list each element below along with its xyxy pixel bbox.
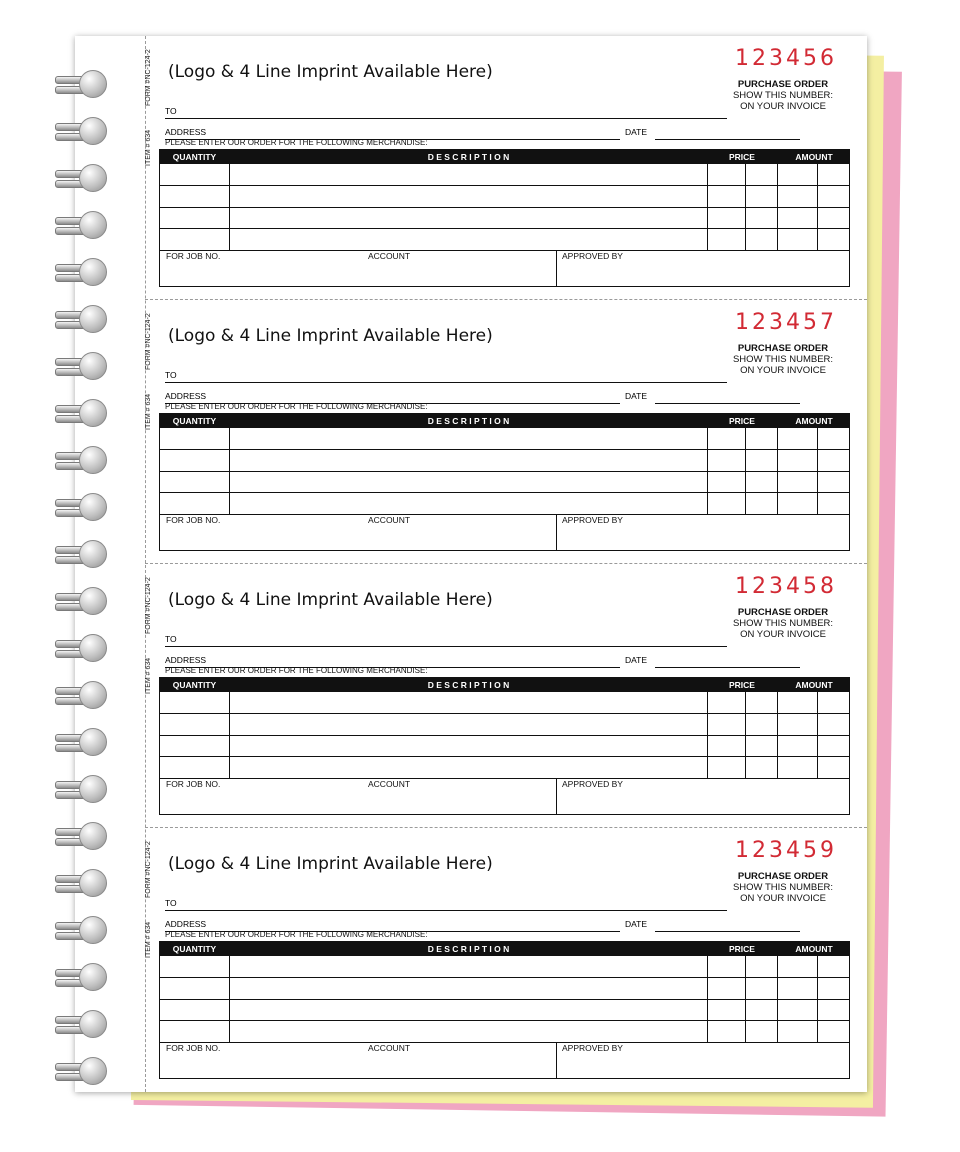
- purchase-order-form: [75, 828, 867, 1092]
- amount-header: AMOUNT: [795, 416, 833, 426]
- footer-divider: [556, 779, 557, 815]
- description-header: D E S C R I P T I O N: [427, 944, 510, 954]
- col-divider: [777, 942, 778, 1043]
- date-line: [655, 139, 800, 140]
- description-header: D E S C R I P T I O N: [427, 416, 510, 426]
- date-label: DATE: [625, 655, 648, 665]
- date-field[interactable]: [625, 391, 800, 403]
- amount-header: AMOUNT: [795, 152, 833, 162]
- row-divider: [160, 977, 849, 978]
- merchandise-table: [159, 149, 850, 287]
- imprint-area: (Logo & 4 Line Imprint Available Here): [168, 590, 493, 610]
- to-label: TO: [165, 106, 177, 116]
- po-instructions: [723, 79, 843, 112]
- row-divider: [160, 228, 849, 229]
- description-header: D E S C R I P T I O N: [427, 152, 510, 162]
- row-divider: [160, 756, 849, 757]
- form-code: FORM #NC-124-2: [145, 49, 152, 106]
- col-divider: [777, 678, 778, 779]
- account-label: ACCOUNT: [368, 779, 411, 789]
- imprint-area: (Logo & 4 Line Imprint Available Here): [168, 326, 493, 346]
- col-divider: [777, 150, 778, 251]
- to-field[interactable]: [165, 106, 727, 119]
- footer-divider: [556, 1043, 557, 1079]
- to-field[interactable]: [165, 370, 727, 383]
- po-number: 123459: [735, 838, 837, 863]
- purchase-order-label: PURCHASE ORDER: [737, 871, 829, 882]
- account-label: ACCOUNT: [368, 1043, 411, 1053]
- show-number-label: SHOW THIS NUMBER:: [732, 354, 834, 365]
- invoice-label: ON YOUR INVOICE: [740, 101, 826, 112]
- po-number: 123458: [735, 574, 837, 599]
- date-line: [655, 667, 800, 668]
- col-divider: [707, 678, 708, 779]
- table-header: [160, 678, 849, 692]
- order-instruction: PLEASE ENTER OUR ORDER FOR THE FOLLOWING MERCHANDISE:: [165, 402, 428, 411]
- address-label: ADDRESS: [165, 391, 207, 401]
- date-label: DATE: [625, 391, 648, 401]
- to-label: TO: [165, 370, 177, 380]
- invoice-label: ON YOUR INVOICE: [740, 629, 826, 640]
- row-divider: [160, 514, 849, 515]
- row-divider: [160, 449, 849, 450]
- show-number-label: SHOW THIS NUMBER:: [732, 882, 834, 893]
- quantity-header: QUANTITY: [172, 680, 217, 690]
- order-instruction: PLEASE ENTER OUR ORDER FOR THE FOLLOWING MERCHANDISE:: [165, 138, 428, 147]
- date-field[interactable]: [625, 127, 800, 139]
- address-label: ADDRESS: [165, 919, 207, 929]
- row-divider: [160, 735, 849, 736]
- job-number-label: FOR JOB NO.: [166, 251, 221, 261]
- col-divider: [229, 150, 230, 251]
- col-divider: [707, 150, 708, 251]
- date-field[interactable]: [625, 655, 800, 667]
- col-divider: [229, 942, 230, 1043]
- amount-header: AMOUNT: [795, 680, 833, 690]
- address-label: ADDRESS: [165, 655, 207, 665]
- purchase-order-label: PURCHASE ORDER: [737, 607, 829, 618]
- item-code: ITEM # 634: [145, 657, 152, 694]
- po-instructions: [723, 871, 843, 904]
- show-number-label: SHOW THIS NUMBER:: [732, 90, 834, 101]
- purchase-order-form: [75, 564, 867, 828]
- item-code: ITEM # 634: [145, 129, 152, 166]
- form-code: FORM #NC-124-2: [145, 577, 152, 634]
- merchandise-table: [159, 941, 850, 1079]
- order-instruction: PLEASE ENTER OUR ORDER FOR THE FOLLOWING MERCHANDISE:: [165, 930, 428, 939]
- job-number-label: FOR JOB NO.: [166, 1043, 221, 1053]
- po-number: 123457: [735, 310, 837, 335]
- date-label: DATE: [625, 127, 648, 137]
- col-divider: [707, 942, 708, 1043]
- show-number-label: SHOW THIS NUMBER:: [732, 618, 834, 629]
- purchase-order-form: [75, 300, 867, 564]
- row-divider: [160, 1042, 849, 1043]
- invoice-label: ON YOUR INVOICE: [740, 365, 826, 376]
- job-number-label: FOR JOB NO.: [166, 515, 221, 525]
- row-divider: [160, 471, 849, 472]
- approved-by-label: APPROVED BY: [562, 515, 623, 525]
- approved-by-label: APPROVED BY: [562, 251, 623, 261]
- col-divider: [707, 414, 708, 515]
- to-label: TO: [165, 634, 177, 644]
- item-code: ITEM # 634: [145, 393, 152, 430]
- po-instructions: [723, 607, 843, 640]
- quantity-header: QUANTITY: [172, 152, 217, 162]
- col-divider: [229, 414, 230, 515]
- footer-divider: [556, 251, 557, 287]
- row-divider: [160, 1020, 849, 1021]
- footer-divider: [556, 515, 557, 551]
- item-code: ITEM # 634: [145, 921, 152, 958]
- row-divider: [160, 778, 849, 779]
- date-field[interactable]: [625, 919, 800, 931]
- price-header: PRICE: [729, 680, 755, 690]
- row-divider: [160, 207, 849, 208]
- row-divider: [160, 185, 849, 186]
- date-line: [655, 931, 800, 932]
- table-header: [160, 942, 849, 956]
- row-divider: [160, 713, 849, 714]
- amount-header: AMOUNT: [795, 944, 833, 954]
- col-divider: [229, 678, 230, 779]
- address-label: ADDRESS: [165, 127, 207, 137]
- approved-by-label: APPROVED BY: [562, 779, 623, 789]
- quantity-header: QUANTITY: [172, 944, 217, 954]
- to-field[interactable]: [165, 634, 727, 647]
- table-header: [160, 414, 849, 428]
- date-line: [655, 403, 800, 404]
- po-number: 123456: [735, 46, 837, 71]
- purchase-order-label: PURCHASE ORDER: [737, 343, 829, 354]
- account-label: ACCOUNT: [368, 251, 411, 261]
- po-instructions: [723, 343, 843, 376]
- quantity-header: QUANTITY: [172, 416, 217, 426]
- invoice-label: ON YOUR INVOICE: [740, 893, 826, 904]
- imprint-area: (Logo & 4 Line Imprint Available Here): [168, 62, 493, 82]
- row-divider: [160, 492, 849, 493]
- merchandise-table: [159, 413, 850, 551]
- price-header: PRICE: [729, 152, 755, 162]
- price-header: PRICE: [729, 416, 755, 426]
- to-label: TO: [165, 898, 177, 908]
- price-header: PRICE: [729, 944, 755, 954]
- approved-by-label: APPROVED BY: [562, 1043, 623, 1053]
- purchase-order-book-page: [75, 36, 867, 1092]
- account-label: ACCOUNT: [368, 515, 411, 525]
- order-instruction: PLEASE ENTER OUR ORDER FOR THE FOLLOWING MERCHANDISE:: [165, 666, 428, 675]
- row-divider: [160, 250, 849, 251]
- description-header: D E S C R I P T I O N: [427, 680, 510, 690]
- job-number-label: FOR JOB NO.: [166, 779, 221, 789]
- form-code: FORM #NC-124-2: [145, 841, 152, 898]
- table-header: [160, 150, 849, 164]
- to-field[interactable]: [165, 898, 727, 911]
- row-divider: [160, 999, 849, 1000]
- col-divider: [777, 414, 778, 515]
- date-label: DATE: [625, 919, 648, 929]
- merchandise-table: [159, 677, 850, 815]
- purchase-order-form: [75, 36, 867, 300]
- form-code: FORM #NC-124-2: [145, 313, 152, 370]
- imprint-area: (Logo & 4 Line Imprint Available Here): [168, 854, 493, 874]
- purchase-order-label: PURCHASE ORDER: [737, 79, 829, 90]
